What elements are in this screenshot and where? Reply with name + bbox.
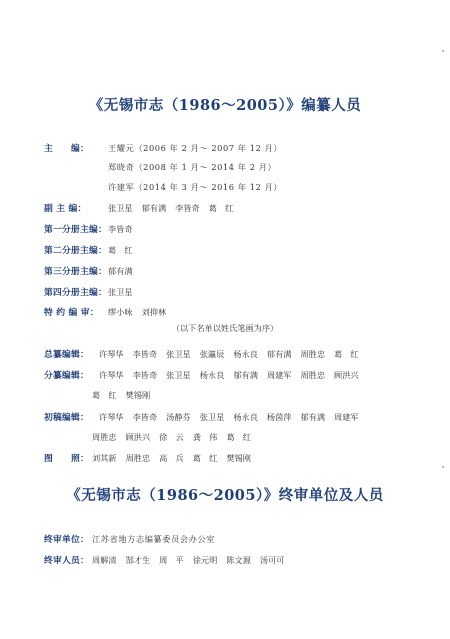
photo-names bbox=[92, 446, 260, 465]
draft-editor-label: 初稿编辑： bbox=[44, 413, 89, 423]
person-name: 李皆奇 bbox=[175, 203, 200, 213]
volume2-editor-names bbox=[108, 238, 142, 257]
person-name: 周解清 bbox=[92, 555, 117, 565]
person-name: 徐 云 bbox=[159, 432, 184, 442]
person-name: 龚 伟 bbox=[192, 432, 218, 442]
volume3-editor-row bbox=[44, 261, 142, 277]
editor-in-chief-entry-row bbox=[108, 177, 282, 193]
person-name: 杨永良 bbox=[233, 349, 258, 359]
volume1-editor-label: 第一分册主编： bbox=[44, 225, 107, 235]
person-name: 张卫星 bbox=[108, 203, 133, 213]
editor-in-chief-entry: 王耀元（2006 年 2 月～ 2007 年 12 月） bbox=[108, 143, 283, 153]
special-reviewer-names bbox=[108, 300, 175, 319]
volume3-editor-names bbox=[108, 259, 142, 278]
editor-in-chief-label: 主 编： bbox=[44, 144, 89, 154]
person-name: 杨茵萍 bbox=[266, 412, 292, 422]
person-name: 高 兵 bbox=[159, 453, 184, 463]
section-compiler-row bbox=[44, 365, 368, 381]
editor-in-chief-entry: 郑晓奇（2008 年 1 月～ 2014 年 2 月） bbox=[108, 162, 277, 172]
draft-editor-row bbox=[44, 407, 368, 423]
person-name: 郜才生 bbox=[125, 555, 151, 565]
section-compiler-names bbox=[99, 363, 368, 382]
person-name: 周建军 bbox=[334, 412, 359, 422]
person-name: 顾洪兴 bbox=[125, 432, 151, 442]
photo-label: 图 照： bbox=[44, 454, 89, 464]
section-compiler-names bbox=[92, 383, 159, 402]
final-review-unit-value: 江苏省地方志编纂委员会办公室 bbox=[92, 534, 216, 544]
person-name: 李皆奇 bbox=[132, 412, 158, 422]
deputy-editor-row bbox=[44, 198, 242, 214]
person-name: 周胜忠 bbox=[125, 453, 151, 463]
person-name: 周建军 bbox=[266, 370, 292, 380]
photo-row bbox=[44, 448, 260, 464]
draft-editor-names bbox=[99, 405, 368, 424]
person-name: 葛 红 bbox=[92, 390, 117, 400]
person-name: 郁有满 bbox=[233, 370, 258, 380]
draft-editor-row-cont bbox=[92, 427, 260, 443]
ordering-note: （以下名单以姓氏笔画为序） bbox=[171, 323, 279, 333]
special-reviewer-label: 特 约 编 审： bbox=[44, 308, 99, 318]
volume4-editor-label: 第四分册主编： bbox=[44, 288, 107, 298]
person-name: 周胜忠 bbox=[300, 370, 326, 380]
volume2-editor-row bbox=[44, 240, 142, 256]
person-name: 许琴华 bbox=[99, 412, 124, 422]
person-name: 张瀛辰 bbox=[199, 349, 225, 359]
person-name: 郁有满 bbox=[141, 203, 167, 213]
deputy-editor-label: 副 主 编： bbox=[44, 204, 87, 214]
special-reviewer-row bbox=[44, 302, 175, 318]
person-name: 葛 红 bbox=[226, 432, 251, 442]
page-title: 《无锡市志（1986～2005）》编纂人员 bbox=[88, 97, 362, 114]
person-name: 樊锡刚 bbox=[125, 390, 151, 400]
person-name: 葛 红 bbox=[192, 453, 218, 463]
person-name: 张卫星 bbox=[166, 349, 191, 359]
person-name: 汤静芬 bbox=[166, 412, 191, 422]
person-name: 许琴华 bbox=[99, 370, 124, 380]
person-name: 周 平 bbox=[159, 555, 184, 565]
person-name: 张卫星 bbox=[199, 412, 225, 422]
final-review-unit-row bbox=[44, 529, 215, 545]
person-name: 葛 红 bbox=[108, 245, 133, 255]
person-name: 郁有满 bbox=[266, 349, 292, 359]
person-name: 张卫星 bbox=[108, 287, 133, 297]
person-name: 陈文源 bbox=[226, 555, 251, 565]
final-reviewers-label: 终审人员： bbox=[44, 556, 89, 566]
volume1-editor-names bbox=[108, 217, 142, 236]
chief-compiler-names bbox=[99, 342, 368, 361]
person-name: 杨永良 bbox=[199, 370, 225, 380]
section-compiler-row-cont bbox=[92, 385, 159, 401]
draft-editor-names bbox=[92, 425, 260, 444]
volume3-editor-label: 第三分册主编： bbox=[44, 267, 107, 277]
volume4-editor-names bbox=[108, 280, 142, 299]
person-name: 杨永良 bbox=[233, 412, 258, 422]
volume2-editor-label: 第二分册主编： bbox=[44, 246, 107, 256]
person-name: 刘抑林 bbox=[141, 307, 167, 317]
final-reviewers-row bbox=[44, 550, 293, 566]
person-name: 李皆奇 bbox=[132, 349, 158, 359]
person-name: 葛 红 bbox=[208, 203, 234, 213]
person-name: 周胜忠 bbox=[92, 432, 117, 442]
deputy-editor-names bbox=[108, 196, 242, 215]
person-name: 葛 红 bbox=[334, 349, 359, 359]
person-name: 樊锡刚 bbox=[226, 453, 251, 463]
editor-in-chief-row bbox=[44, 138, 282, 154]
chief-compiler-row bbox=[44, 344, 368, 360]
editor-in-chief-entry: 许建军（2014 年 3 月～ 2016 年 12 月） bbox=[108, 182, 283, 192]
editor-in-chief-entry-row bbox=[108, 157, 276, 173]
person-name: 李皆奇 bbox=[132, 370, 158, 380]
person-name: 郁有满 bbox=[108, 266, 133, 276]
page-mark bbox=[442, 50, 444, 52]
person-name: 汤可可 bbox=[259, 555, 285, 565]
person-name: 顾洪兴 bbox=[334, 370, 359, 380]
person-name: 徐元明 bbox=[192, 555, 218, 565]
chief-compiler-label: 总纂编辑： bbox=[44, 350, 89, 360]
page-mark bbox=[442, 466, 444, 468]
final-review-unit-label: 终审单位： bbox=[44, 535, 89, 545]
person-name: 刘其新 bbox=[92, 453, 117, 463]
final-review-title: 《无锡市志（1986～2005）》终审单位及人员 bbox=[66, 487, 384, 504]
person-name: 张卫星 bbox=[166, 370, 191, 380]
person-name: 许琴华 bbox=[99, 349, 124, 359]
person-name: 周胜忠 bbox=[300, 349, 326, 359]
section-compiler-label: 分纂编辑： bbox=[44, 371, 89, 381]
person-name: 郁有满 bbox=[300, 412, 326, 422]
volume1-editor-row bbox=[44, 219, 142, 235]
person-name: 李皆奇 bbox=[108, 224, 133, 234]
person-name: 缪小咏 bbox=[108, 307, 133, 317]
volume4-editor-row bbox=[44, 282, 142, 298]
final-reviewers-names bbox=[92, 548, 293, 567]
